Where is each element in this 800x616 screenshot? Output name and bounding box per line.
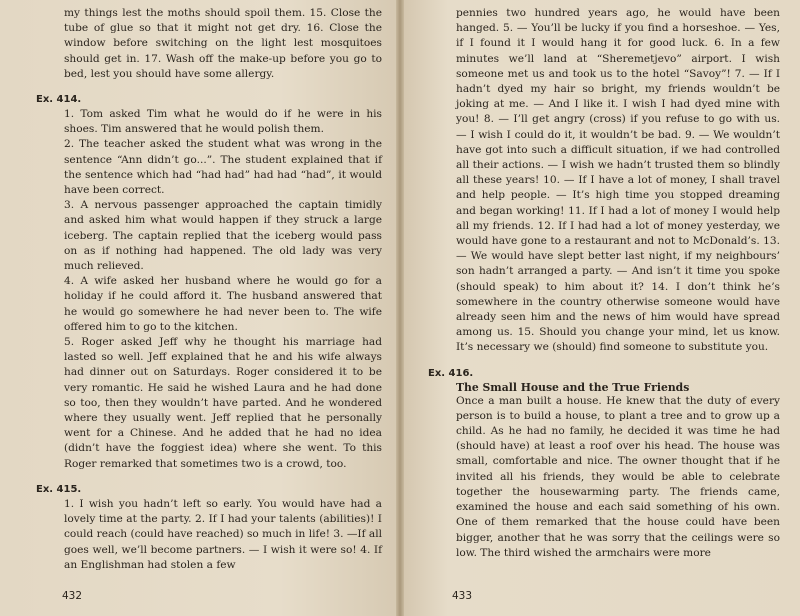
ex414-item: 4. A wife asked her husband where he would go for a holiday if he could afford it. The husband answered that he would go somewhere he had never been to. The wife offered him to go to the kitchen.	[64, 275, 382, 333]
right-top-block	[428, 6, 780, 356]
ex415-body	[36, 497, 382, 573]
right-page-number: 433	[452, 590, 473, 602]
ex414-item: 2. The teacher asked the student what was wrong in the sentence “Ann didn’t go...”. The student explained that if the sentence which had “had had” had had “had”, it would have been correct.	[64, 138, 382, 197]
ex414-body	[36, 107, 382, 472]
ex415-label: Ex. 415.	[36, 483, 82, 495]
right-page	[400, 0, 800, 616]
ex415-text: 1. I wish you hadn’t left so early. You would have had a lovely time at the party. 2. If I had your talents (abilities)! I could reach (could have reached) so much in life! 3. —If all goes well, we’ll become partners. — I wish it were so! 4. If an Englishman had stolen a few	[64, 497, 382, 571]
book-gutter	[396, 0, 404, 616]
ex416-title: The Small House and the True Friends	[456, 380, 690, 394]
left-page-number: 432	[62, 590, 83, 602]
left-top-paragraph: my things lest the moths should spoil them. 15. Close the tube of glue so that it might not get dry. 16. Close the window before switching on the light lest mosquitoes should get in. 17. Wash off the make-up before you go to bed, lest you should have some allergy.	[64, 7, 382, 80]
ex414-item: 1. Tom asked Tim what he would do if he were in his shoes. Tim answered that he would polish them.	[64, 108, 382, 136]
right-top-paragraph: pennies two hundred years ago, he would have been hanged. 5. — You’ll be lucky if you find a horseshoe. — Yes, if I found it I would hang it for good luck. 6. In a few minutes we’ll land at “Sheremetjevo” airport. I wish someone met us and took us to the hotel “Savoy”! 7. — If I hadn’t dyed my hair so bright, my friends wouldn’t be joking at me. — And I like it. I wish I had dyed mine with you! 8. — I’ll get angry (cross) if you refuse to go with us. — I wish I could do it, it wouldn’t be bad. 9. — We wouldn’t have got into such a difficult situation, if we had controlled all their actions. — I wish we hadn’t trusted them so blindly all these years! 10. — If I have a lot of money, I shall travel and help people. — It’s high time you stopped dreaming and began working! 11. If I had a lot of money I would help all my friends. 12. If I had had a lot of money yesterday, we would have gone to a restaurant and not to McDonald’s. 13. — We would have slept better last night, if my neighbours’ son hadn’t arranged a party. — And isn’t it time you spoke (should speak) to him about it? 14. I don’t think he’s somewhere in the country otherwise someone would have already seen him and the news of him would have spread among us. 15. Should you change your mind, let us know. It’s necessary we (should) find someone to substitute you.	[456, 7, 780, 354]
left-top-block	[36, 6, 382, 82]
ex416-text: Once a man built a house. He knew that the duty of every person is to build a house, to plant a tree and to grow up a child. As he had no family, he decided it was time he had (should have) at least a roof over his head. The house was small, comfortable and nice. The owner thought that if he invited all his friends, they would be able to celebrate together the housewarming party. The friends came, examined the house and each said something of his own. One of them remarked that the house could have been bigger, another that he was sorry that the ceilings were so low. The third wished the armchairs were more	[456, 394, 780, 559]
ex414-item: 5. Roger asked Jeff why he thought his marriage had lasted so well. Jeff explained that he and his wife always had dinner out on Saturdays. Roger considered it to be very romantic. He said he wished Laura and he had done so too, then they wouldn’t have parted. And he wondered where they usually went. Jeff replied that he personally went for a Chinese. And he added that he had no idea (didn’t have the foggiest idea) where she went. To this Roger remarked that sometimes two is a crowd, too.	[64, 336, 382, 470]
ex416-label: Ex. 416.	[428, 367, 474, 379]
ex414-label: Ex. 414.	[36, 94, 82, 106]
ex416-body	[428, 394, 780, 561]
ex414-item: 3. A nervous passenger approached the captain timidly and asked him what would happen if they struck a large iceberg. The captain replied that the iceberg would pass on as if nothing had happened. The old lady was very much relieved.	[64, 199, 382, 273]
